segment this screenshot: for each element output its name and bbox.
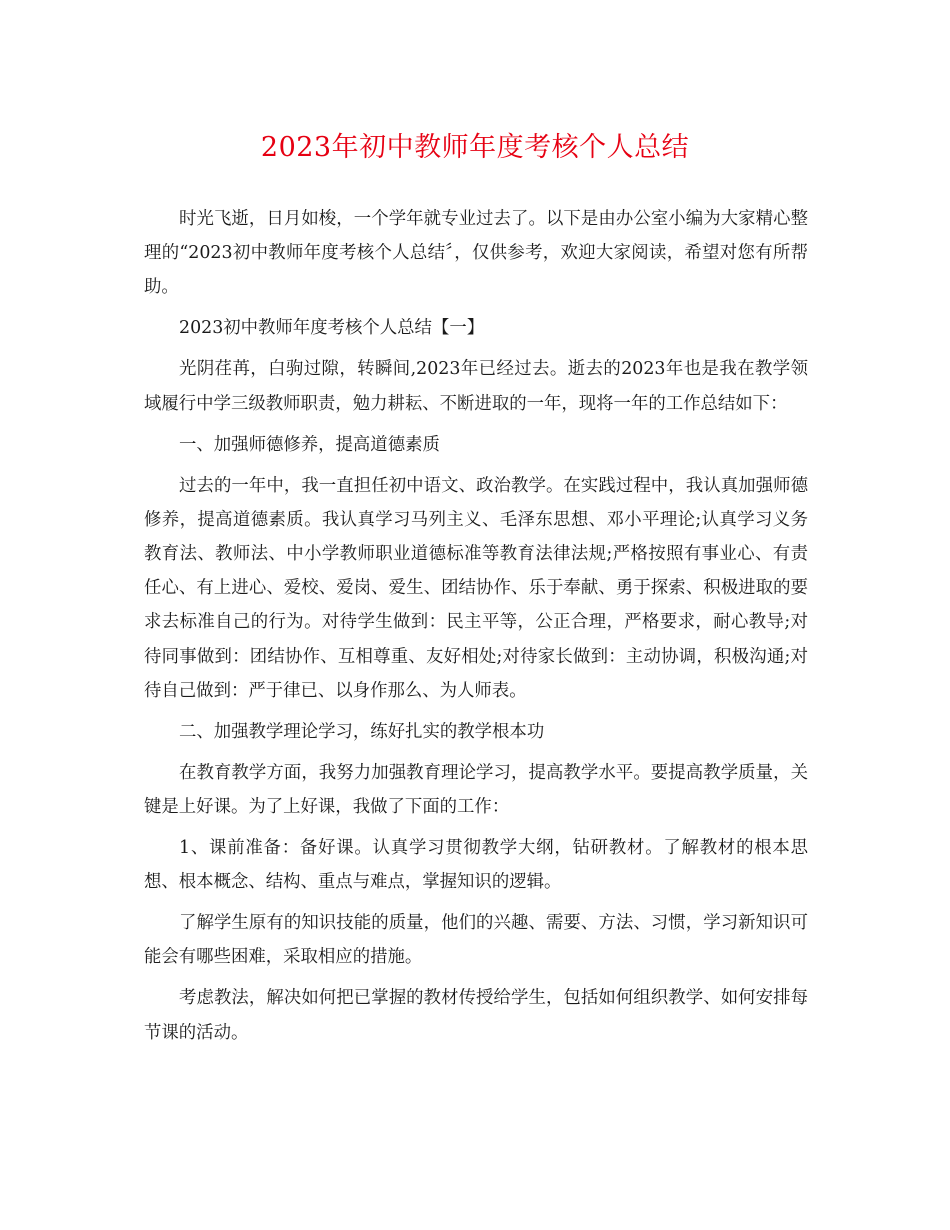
document-title: 2023年初中教师年度考核个人总结 xyxy=(260,132,690,163)
section-heading-teaching-theory: 二、加强教学理论学习，练好扎实的教学根本功 xyxy=(179,721,545,742)
intro-paragraph: 时光飞逝，日月如梭，一个学年就专业过去了。以下是由办公室小编为大家精心整理的“2023初中教师年度考核个人总结〞，仅供参考，欢迎大家阅读，希望对您有所帮助。 xyxy=(144,209,808,298)
section-heading-ethics: 一、加强师德修养，提高道德素质 xyxy=(179,434,440,455)
body-paragraph: 光阴荏苒，白驹过隙，转瞬间,2023年已经过去。逝去的2023年也是我在教学领域履行中学三级教师职责，勉力耕耘、不断进取的一年，现将一年的工作总结如下： xyxy=(144,359,808,414)
body-paragraph: 1、课前准备：备好课。认真学习贯彻教学大纲，钻研教材。了解教材的根本思想、根本概念、结构、重点与难点，掌握知识的逻辑。 xyxy=(144,838,808,893)
document-body xyxy=(144,202,808,1057)
body-paragraph: 考虑教法，解决如何把已掌握的教材传授给学生，包括如何组织教学、如何安排每节课的活动。 xyxy=(144,988,808,1043)
section-heading-summary-one: 2023初中教师年度考核个人总结【一】 xyxy=(179,318,485,339)
body-paragraph: 在教育教学方面，我努力加强教育理论学习，提高教学水平。要提高教学质量，关键是上好课。为了上好课，我做了下面的工作： xyxy=(144,762,808,818)
body-paragraph: 过去的一年中，我一直担任初中语文、政治教学。在实践过程中，我认真加强师德修养，提高道德素质。我认真学习马列主义、毛泽东思想、邓小平理论;认真学习义务教育法、教师法、中小学教师职业道德标准等教育法律法规;严格按照有事业心、有责任心、有上进心、爱校、爱岗、爱生、团结协作、乐于奉献、勇于探索、积极进取的要求去标准自己的行为。对待学生做到：民主平等，公正合理，严格要求，耐心教导;对待同事做到：团结协作、互相尊重、友好相处;对待家长做到：主动协调，积极沟通;对待自己做到：严于律已、以身作那么、为人师表。 xyxy=(144,475,808,701)
body-paragraph: 了解学生原有的知识技能的质量，他们的兴趣、需要、方法、习惯，学习新知识可能会有哪些困难，采取相应的措施。 xyxy=(144,913,808,968)
